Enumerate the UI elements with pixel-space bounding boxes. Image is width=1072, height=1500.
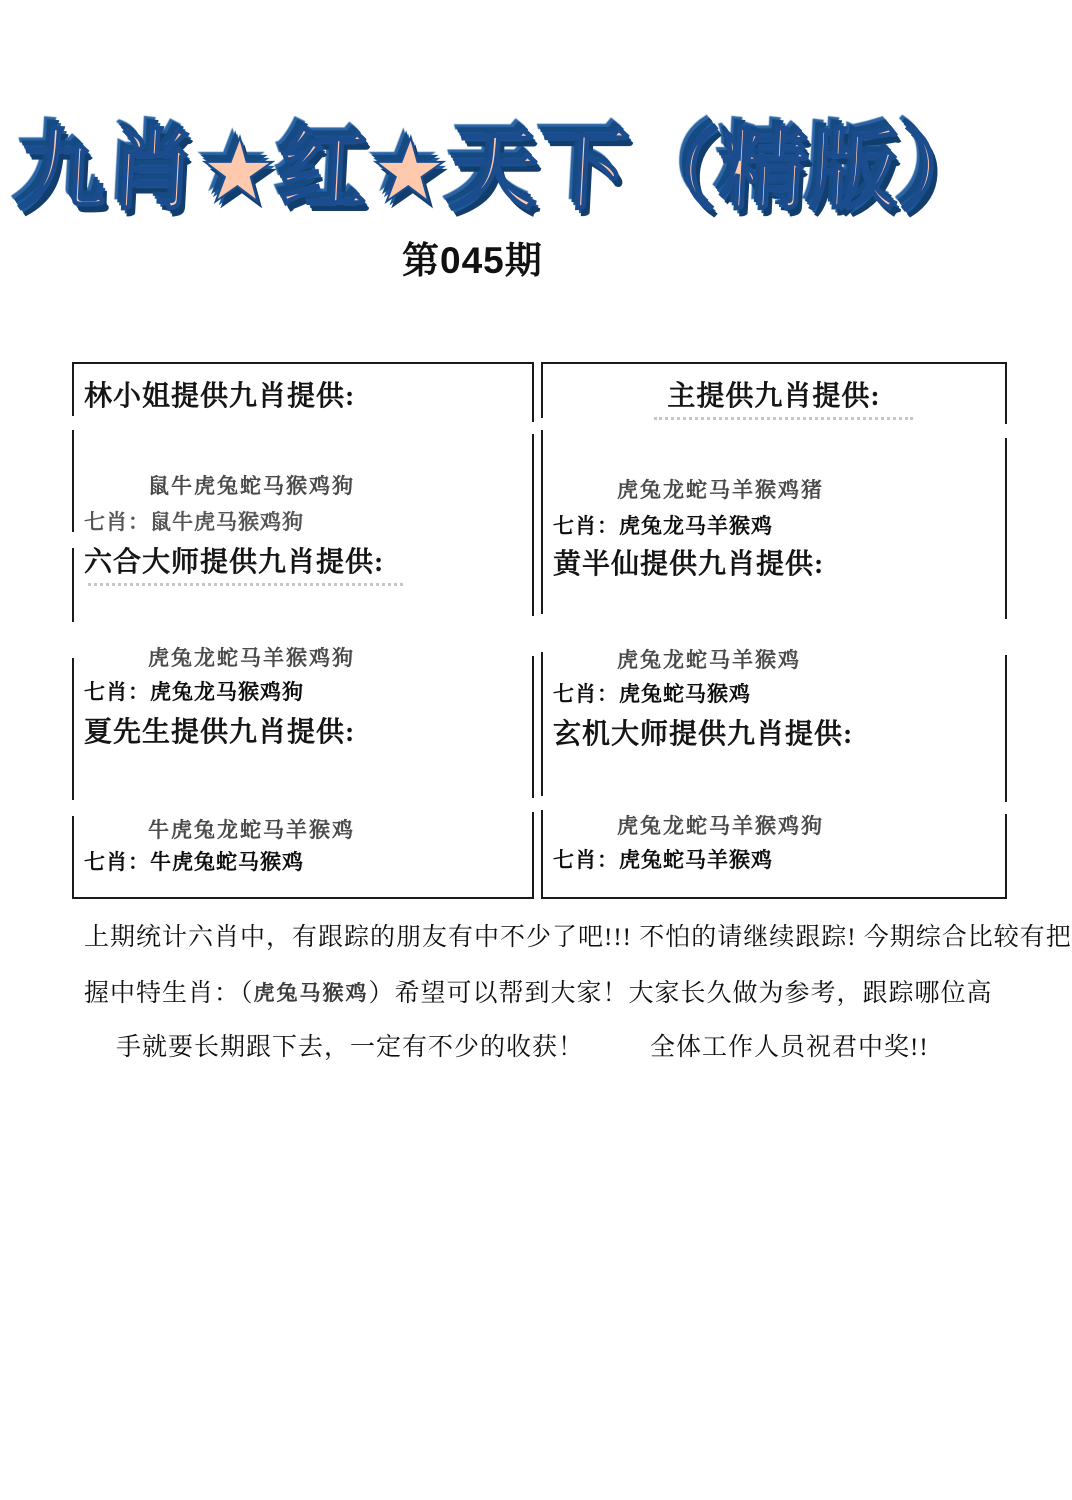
border-break-artifact xyxy=(541,796,543,810)
border-break-artifact xyxy=(1005,619,1007,655)
seven-zodiac-line: 七肖：牛虎兔蛇马猴鸡 xyxy=(84,850,304,874)
border-break-artifact xyxy=(72,532,74,548)
nine-zodiac-line: 虎兔龙蛇马羊猴鸡狗 xyxy=(617,814,824,838)
nine-zodiac-line: 虎兔龙蛇马羊猴鸡 xyxy=(617,648,801,672)
seven-zodiac-line: 七肖：虎兔蛇马羊猴鸡 xyxy=(553,848,773,872)
nine-zodiac-line: 虎兔龙蛇马羊猴鸡狗 xyxy=(148,646,355,670)
column-left xyxy=(72,362,534,899)
border-break-artifact xyxy=(541,418,543,430)
footer-note xyxy=(84,916,1072,1081)
seven-zodiac-line: 七肖：虎兔龙马猴鸡狗 xyxy=(84,680,304,704)
box-header: 林小姐提供九肖提供: xyxy=(84,381,356,412)
issue-number: 第045期 xyxy=(402,240,543,281)
footer-line-3 xyxy=(84,1026,990,1081)
column-right xyxy=(541,362,1007,899)
border-break-artifact xyxy=(1005,424,1007,438)
footer-line-2-prefix: 握中特生肖：（ xyxy=(84,980,254,1007)
border-break-artifact xyxy=(532,798,534,812)
footer-line-1: 上期统计六肖中，有跟踪的朋友有中不少了吧!!! 不怕的请继续跟踪! 今期综合比较有把 xyxy=(84,924,1072,951)
nine-zodiac-line: 虎兔龙蛇马羊猴鸡猪 xyxy=(617,478,824,502)
footer-line-3-right: 全体工作人员祝君中奖!! xyxy=(650,1034,929,1061)
box-header: 六合大师提供九肖提供: xyxy=(84,540,384,580)
footer-line-3-left: 手就要长期跟下去，一定有不少的收获！ xyxy=(116,1034,585,1061)
seven-zodiac-line: 七肖：虎兔龙马羊猴鸡 xyxy=(553,514,773,538)
special-zodiac-picks: 虎兔马猴鸡 xyxy=(253,981,369,1005)
box-header: 黄半仙提供九肖提供: xyxy=(553,549,825,580)
seven-zodiac-line: 七肖：虎兔蛇马猴鸡 xyxy=(553,682,751,706)
footer-line-2-suffix: ）希望可以帮到大家！大家长久做为参考，跟踪哪位高 xyxy=(368,980,993,1007)
box-header: 夏先生提供九肖提供: xyxy=(84,717,356,748)
footer-line-2 xyxy=(84,971,993,1026)
border-break-artifact xyxy=(72,622,74,658)
border-break-artifact xyxy=(532,422,534,434)
border-break-artifact xyxy=(72,800,74,816)
nine-zodiac-line: 牛虎兔龙蛇马羊猴鸡 xyxy=(148,818,355,842)
page-title: 九肖★红★天下（精版） xyxy=(16,118,994,222)
border-break-artifact xyxy=(541,614,543,652)
box-header: 主提供九肖提供: xyxy=(543,374,1005,414)
border-break-artifact xyxy=(532,616,534,656)
border-break-artifact xyxy=(72,416,74,430)
box-header: 玄机大师提供九肖提供: xyxy=(553,719,854,750)
nine-zodiac-line: 鼠牛虎兔蛇马猴鸡狗 xyxy=(148,474,355,498)
border-break-artifact xyxy=(1005,802,1007,814)
seven-zodiac-line: 七肖：鼠牛虎马猴鸡狗 xyxy=(84,510,304,534)
